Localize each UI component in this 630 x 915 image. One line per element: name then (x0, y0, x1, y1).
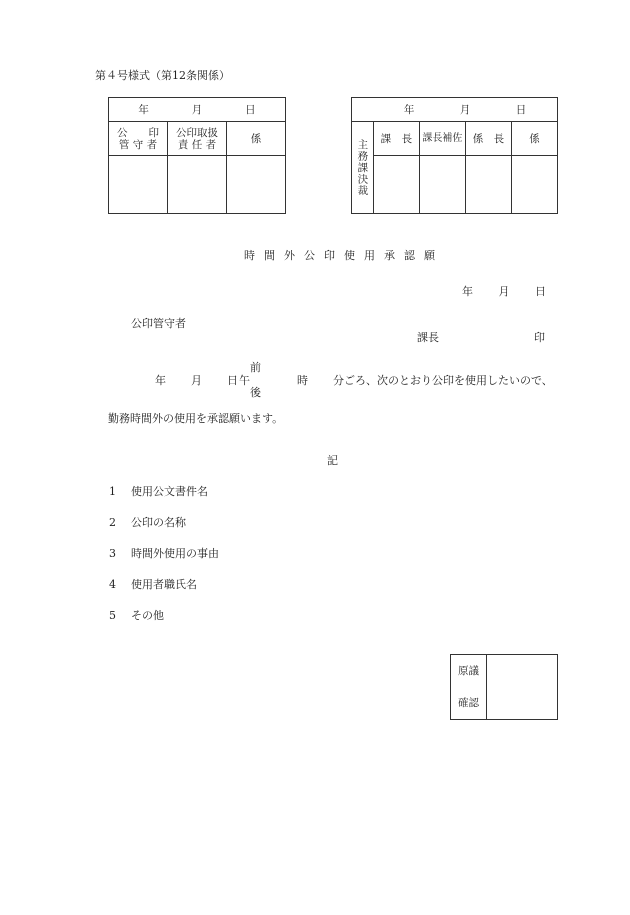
body-line2: 勤務時間外の使用を承認願います。 (108, 412, 284, 425)
label-line: 確認 (458, 697, 479, 709)
item-number: 4 (109, 578, 116, 591)
kacho-header: 課 長 (373, 122, 419, 156)
recipient: 公印管守者 (131, 317, 186, 330)
stamp-cell[interactable] (109, 156, 168, 214)
applicant-seal: 印 (534, 331, 545, 344)
item-label: 使用者職氏名 (131, 578, 197, 591)
item-label: その他 (131, 609, 164, 622)
list-item (109, 483, 208, 499)
item-number: 3 (109, 547, 116, 560)
applicant-title: 課長 (417, 331, 439, 344)
item-number: 2 (109, 516, 116, 529)
stamp-cell[interactable] (227, 156, 286, 214)
body-go: 午 (239, 374, 250, 387)
form-number: 第４号様式（第12条関係） (95, 69, 230, 82)
date-year: 年 (403, 103, 415, 116)
date-month: 月 (191, 103, 203, 116)
item-label: 公印の名称 (131, 516, 186, 529)
koin-kanshusha-header (109, 122, 168, 156)
stamp-cell[interactable] (512, 156, 558, 214)
stamp-cell[interactable] (419, 156, 465, 214)
body-rest: 分ごろ、次のとおり公印を使用したいので、 (333, 374, 553, 387)
list-item (109, 514, 186, 530)
list-item (109, 545, 219, 561)
body-gogo: 後 (250, 386, 261, 399)
date-day: 日 (535, 285, 546, 298)
stamp-cell[interactable] (465, 156, 511, 214)
header-line: 公印取扱 (176, 126, 218, 139)
body-day: 日 (227, 374, 238, 387)
ki-heading: 記 (327, 454, 338, 467)
list-item (109, 576, 197, 592)
right-approval-box (351, 97, 558, 214)
item-label: 使用公文書件名 (131, 485, 208, 498)
label-line: 原議 (458, 665, 479, 677)
corner-cell (352, 98, 374, 122)
date-year: 年 (138, 103, 149, 116)
date-year: 年 (462, 285, 473, 298)
item-number: 1 (109, 485, 116, 498)
body-year: 年 (155, 374, 166, 387)
right-date-cell (373, 98, 557, 122)
body-hour: 時 (297, 374, 308, 387)
header-line: 管 守 者 (118, 138, 158, 151)
date-day: 日 (515, 103, 527, 116)
kacho-hosa-header: 課長補佐 (419, 122, 465, 156)
kakaricho-header: 係 長 (465, 122, 511, 156)
confirm-label (451, 655, 487, 720)
left-date-cell (109, 98, 286, 122)
body-gozen: 前 (250, 361, 261, 374)
left-approval-box (108, 97, 286, 214)
submission-date (462, 283, 546, 299)
item-number: 5 (109, 609, 116, 622)
date-month: 月 (498, 285, 510, 298)
koin-sekininsha-header (168, 122, 227, 156)
stamp-cell[interactable] (373, 156, 419, 214)
stamp-cell[interactable] (168, 156, 227, 214)
date-month: 月 (459, 103, 471, 116)
confirm-stamp-cell[interactable] (487, 655, 558, 720)
vertical-label: 主務課決裁 (356, 138, 369, 197)
list-item (109, 607, 164, 623)
date-day: 日 (245, 103, 256, 116)
kakari-header: 係 (227, 122, 286, 156)
header-line: 責 任 者 (177, 138, 217, 151)
body-month: 月 (191, 374, 202, 387)
kakari-header: 係 (512, 122, 558, 156)
confirm-box (450, 654, 558, 720)
header-line: 公 印 (117, 126, 159, 139)
document-title: 時間外公印使用承認願 (244, 249, 444, 262)
item-label: 時間外使用の事由 (131, 547, 219, 560)
shumuka-kessai-label (352, 122, 374, 214)
